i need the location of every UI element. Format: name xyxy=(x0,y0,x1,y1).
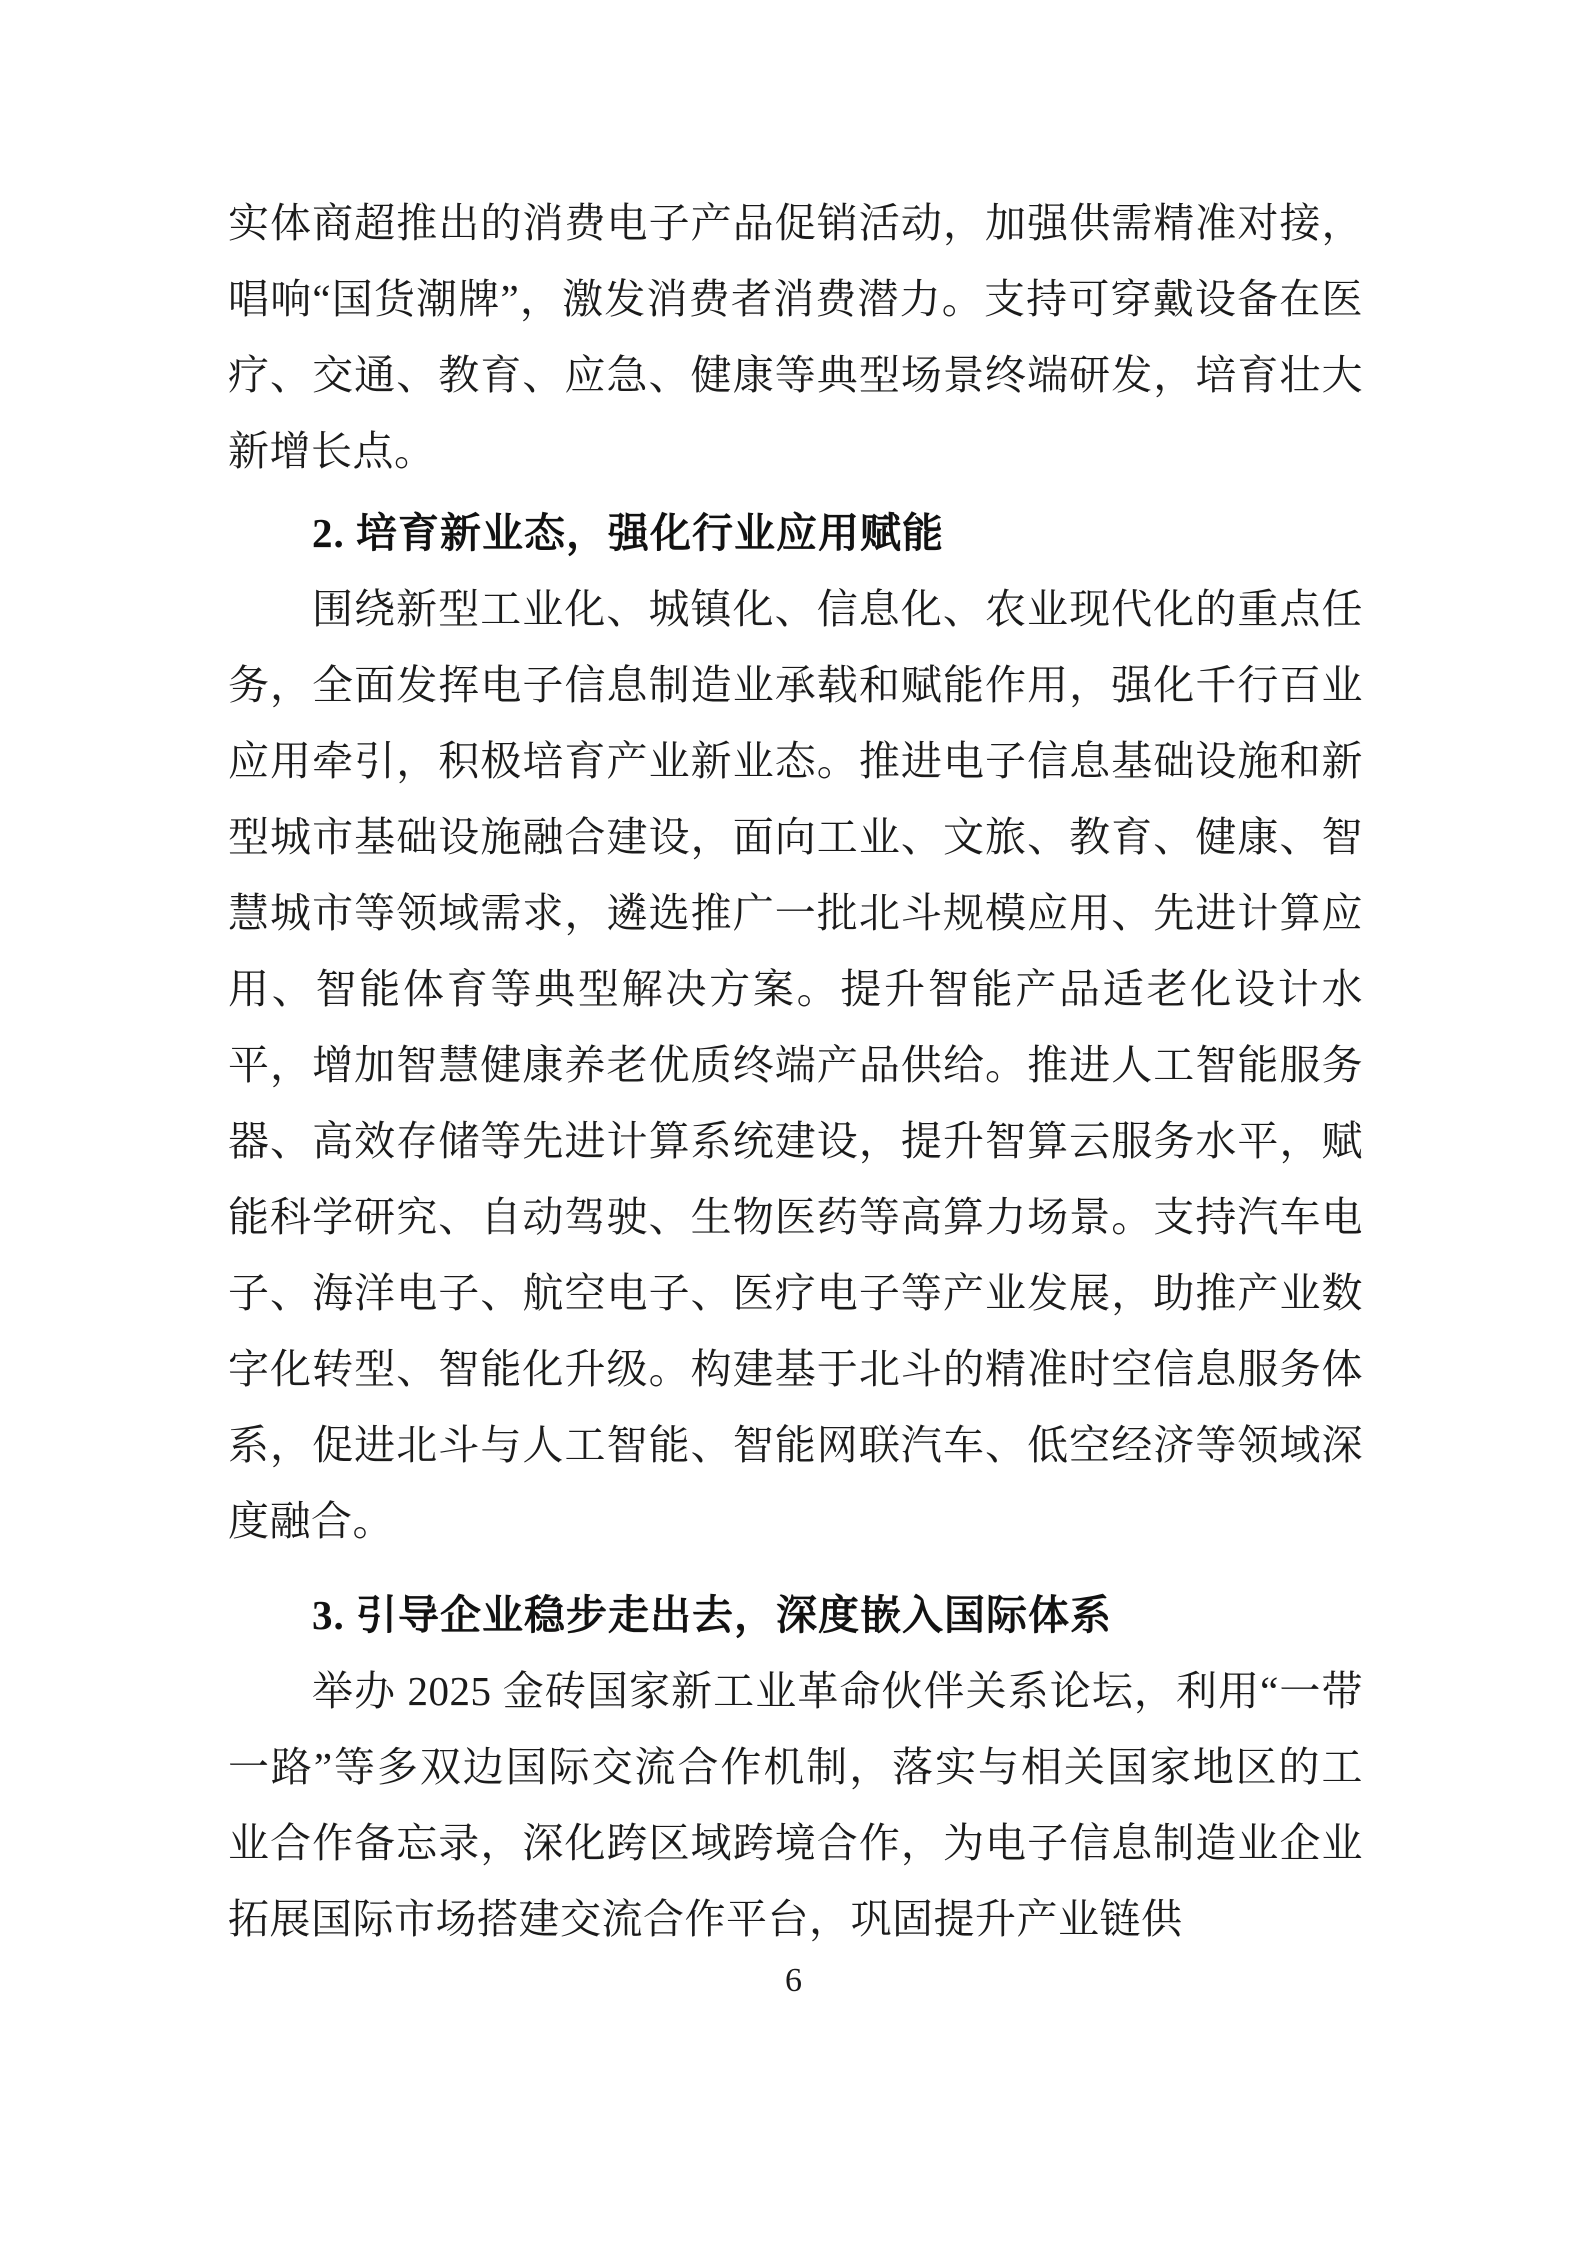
paragraph-continued: 实体商超推出的消费电子产品促销活动，加强供需精准对接，唱响“国货潮牌”，激发消费者消费潜力。支持可穿戴设备在医疗、交通、教育、应急、健康等典型场景终端研发，培育壮大新增长点。 xyxy=(228,200,1363,474)
page-content xyxy=(228,185,1363,1957)
paragraph-section-2: 围绕新型工业化、城镇化、信息化、农业现代化的重点任务，全面发挥电子信息制造业承载和赋能作用，强化千行百业应用牵引，积极培育产业新业态。推进电子信息基础设施和新型城市基础设施融合建设，面向工业、文旅、教育、健康、智慧城市等领域需求，遴选推广一批北斗规模应用、先进计算应用、智能体育等典型解决方案。提升智能产品适老化设计水平，增加智慧健康养老优质终端产品供给。推进人工智能服务器、高效存储等先进计算系统建设，提升智算云服务水平，赋能科学研究、自动驾驶、生物医药等高算力场景。支持汽车电子、海洋电子、航空电子、医疗电子等产业发展，助推产业数字化转型、智能化升级。构建基于北斗的精准时空信息服务体系，促进北斗与人工智能、智能网联汽车、低空经济等领域深度融合。 xyxy=(228,586,1363,1544)
page-number: 6 xyxy=(785,1962,802,1999)
section-heading-2: 2. 培育新业态，强化行业应用赋能 xyxy=(312,510,944,556)
section-heading-3: 3. 引导企业稳步走出去，深度嵌入国际体系 xyxy=(312,1592,1112,1638)
paragraph-section-3: 举办 2025 金砖国家新工业革命伙伴关系论坛，利用“一带一路”等多双边国际交流合作机制，落实与相关国家地区的工业合作备忘录，深化跨区域跨境合作，为电子信息制造业企业拓展国际市场搭建交流合作平台，巩固提升产业链供 xyxy=(228,1668,1363,1942)
spacer xyxy=(228,1559,1363,1577)
